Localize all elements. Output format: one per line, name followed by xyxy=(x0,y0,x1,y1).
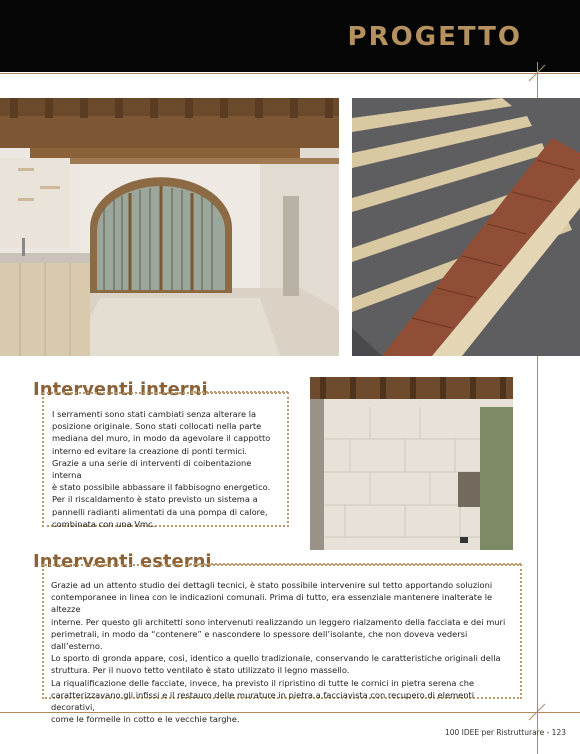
wall-insulation-photo xyxy=(310,377,513,550)
body-text-esterni xyxy=(51,579,514,725)
text-line: struttura. Per il nuovo tetto ventilato è stato utilizzato il legno massello. xyxy=(51,665,350,676)
header-rule xyxy=(0,73,580,74)
crop-mark-top xyxy=(527,63,547,83)
text-line: interne. Per questo gli architetti sono intervenuti realizzando un leggero rialzamento della facciata e dei muri xyxy=(51,616,506,627)
text-line: interno ed evitare la creazione di ponti termici. xyxy=(52,445,248,456)
interior-photo xyxy=(0,98,339,356)
text-line: Lo sporto di gronda appare, così, identico a quello tradizionale, conservando le caratteristiche originali della xyxy=(51,653,501,664)
roof-photo xyxy=(352,98,580,356)
text-line: Per il riscaldamento è stato previsto un sistema a xyxy=(52,494,258,505)
text-line: Grazie a una serie di interventi di coibentazione interna xyxy=(52,457,252,481)
body-text-interni xyxy=(52,408,277,530)
text-line: perimetrali, in modo da “contenere” e nascondere lo spessore dell’isolante, che non doveva vedersi dall’esterno. xyxy=(51,628,468,652)
text-line: posizione originale. Sono stati collocati nella parte xyxy=(52,421,262,432)
text-line: pannelli radianti alimentati da una pompa di calore, xyxy=(52,506,268,517)
text-box-interni xyxy=(42,392,289,527)
text-line: La riqualificazione delle facciate, invece, ha previsto il ripristino di tutte le cornici in pietra serena che xyxy=(51,677,475,688)
text-line: contemporanee in linea con le indicazioni comunali. Prima di tutto, era essenziale mantenere inalterate le altezze xyxy=(51,592,493,615)
page-header xyxy=(0,0,580,72)
section-title-interni: Interventi interni xyxy=(33,379,208,400)
text-line: combinata con una Vmc. xyxy=(52,518,156,529)
section-title-esterni: Interventi esterni xyxy=(33,551,212,572)
text-line: è stato possibile abbassare il fabbisogno energetico. xyxy=(52,482,271,493)
text-line: caratterizzavano gli infissi e il restauro delle murature in pietra a facciavista con recupero di elementi decorativi, xyxy=(51,689,475,713)
text-box-esterni xyxy=(42,564,522,725)
text-line: Grazie ad un attento studio dei dettagli tecnici, è stato possibile intervenire sul tetto apportando soluzioni xyxy=(51,580,493,590)
page-number-footer: 100 IDEE per Ristrutturare - 123 xyxy=(444,728,566,737)
section-label: PROGETTO xyxy=(347,22,522,52)
text-line: come le formelle in cotto e le vecchie targhe. xyxy=(51,714,240,725)
crop-mark-bottom xyxy=(527,702,547,722)
text-line: I serramenti sono stati cambiati senza alterare la xyxy=(52,409,257,419)
text-line: mediana del muro, in modo da agevolare il cappotto xyxy=(52,433,271,444)
